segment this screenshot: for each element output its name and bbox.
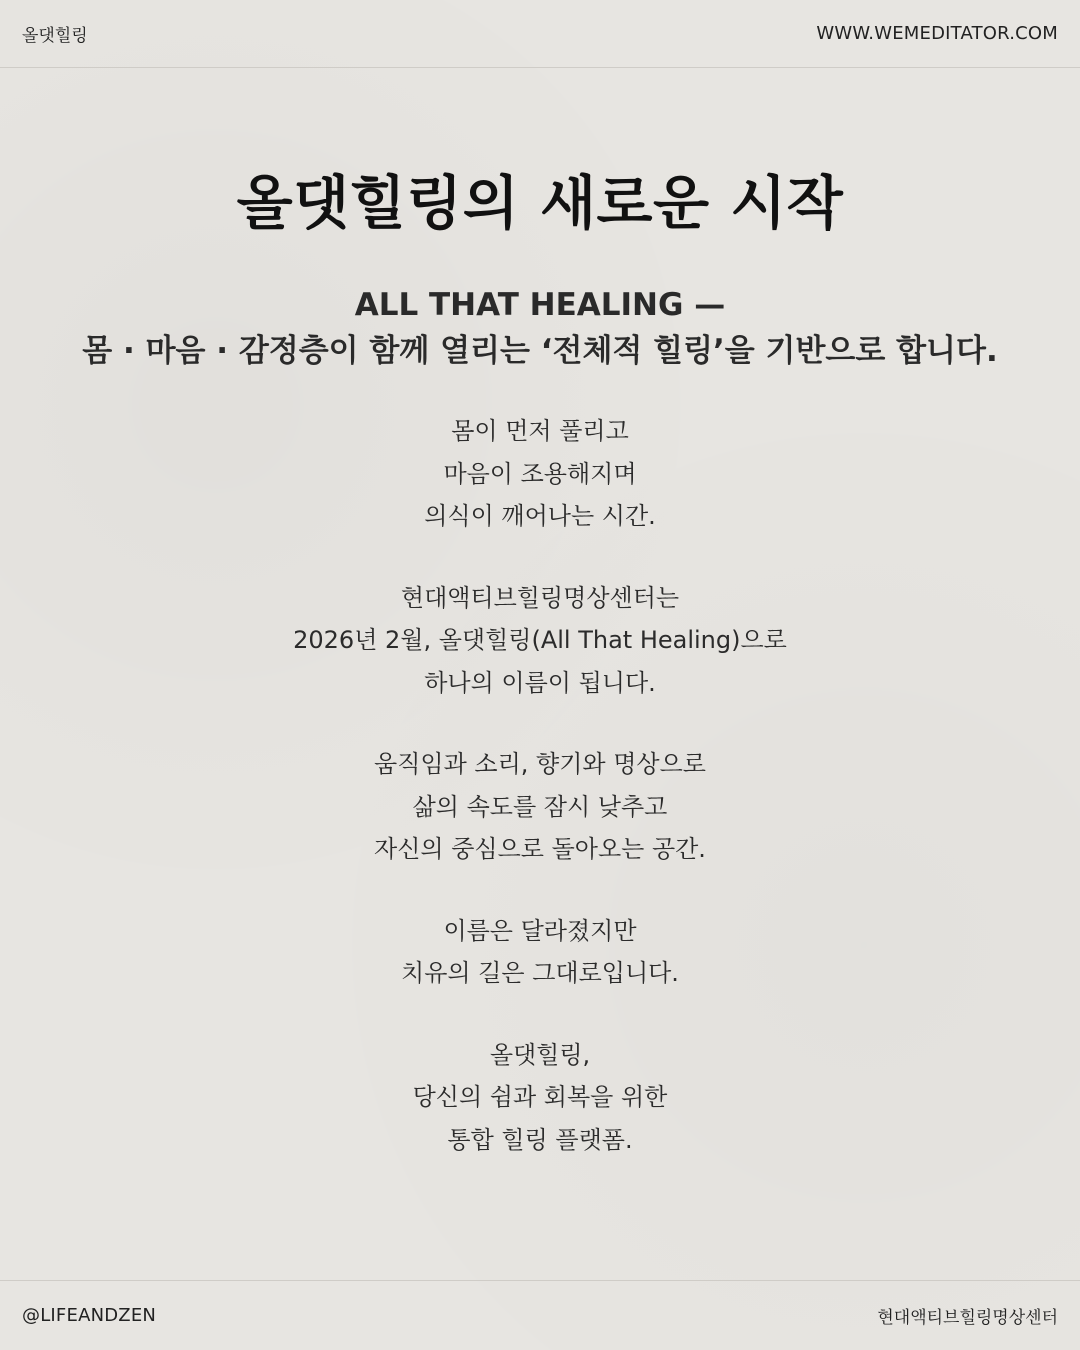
stanza-line: 치유의 길은 그대로입니다. xyxy=(401,959,679,987)
stanza xyxy=(0,1034,1080,1162)
page-header xyxy=(0,0,1080,68)
brand-name: 올댓힐링 xyxy=(22,26,88,46)
body-text xyxy=(0,410,1080,1161)
stanza xyxy=(0,910,1080,995)
stanza xyxy=(0,577,1080,705)
stanza-line: 몸이 먼저 풀리고 xyxy=(451,417,629,445)
stanza-line: 마음이 조용해지며 xyxy=(443,459,637,488)
stanza-line: 2026년 2월, 올댓힐링(All That Healing)으로 xyxy=(293,626,787,654)
center-name: 현대액티브힐링명상센터 xyxy=(877,1308,1058,1328)
stanza-line: 움직임과 소리, 향기와 명상으로 xyxy=(374,750,706,778)
stanza xyxy=(0,410,1080,538)
stanza-line: 올댓힐링, xyxy=(489,1040,591,1069)
social-handle[interactable]: @LIFEANDZEN xyxy=(22,1305,157,1326)
stanza-line: 당신의 쉼과 회복을 위한 xyxy=(412,1083,668,1111)
subtitle xyxy=(0,282,1080,374)
main-content xyxy=(0,68,1080,1280)
stanza-line: 삶의 속도를 잠시 낮추고 xyxy=(412,792,668,821)
stanza-line: 이름은 달라졌지만 xyxy=(443,916,637,945)
stanza-line: 통합 힐링 플랫폼. xyxy=(447,1125,633,1154)
subtitle-line-1: ALL THAT HEALING — xyxy=(354,287,726,323)
subtitle-line-2: 몸 · 마음 · 감정층이 함께 열리는 ‘전체적 힐링’을 기반으로 합니다. xyxy=(82,333,998,369)
page-footer xyxy=(0,1280,1080,1350)
page-title: 올댓힐링의 새로운 시작 xyxy=(236,169,844,237)
stanza-line: 자신의 중심으로 돌아오는 공간. xyxy=(374,835,706,863)
website-link[interactable]: WWW.WEMEDITATOR.COM xyxy=(816,23,1058,44)
stanza xyxy=(0,743,1080,871)
stanza-line: 의식이 깨어나는 시간. xyxy=(424,502,656,530)
stanza-line: 하나의 이름이 됩니다. xyxy=(424,668,656,697)
stanza-line: 현대액티브힐링명상센터는 xyxy=(400,583,680,612)
